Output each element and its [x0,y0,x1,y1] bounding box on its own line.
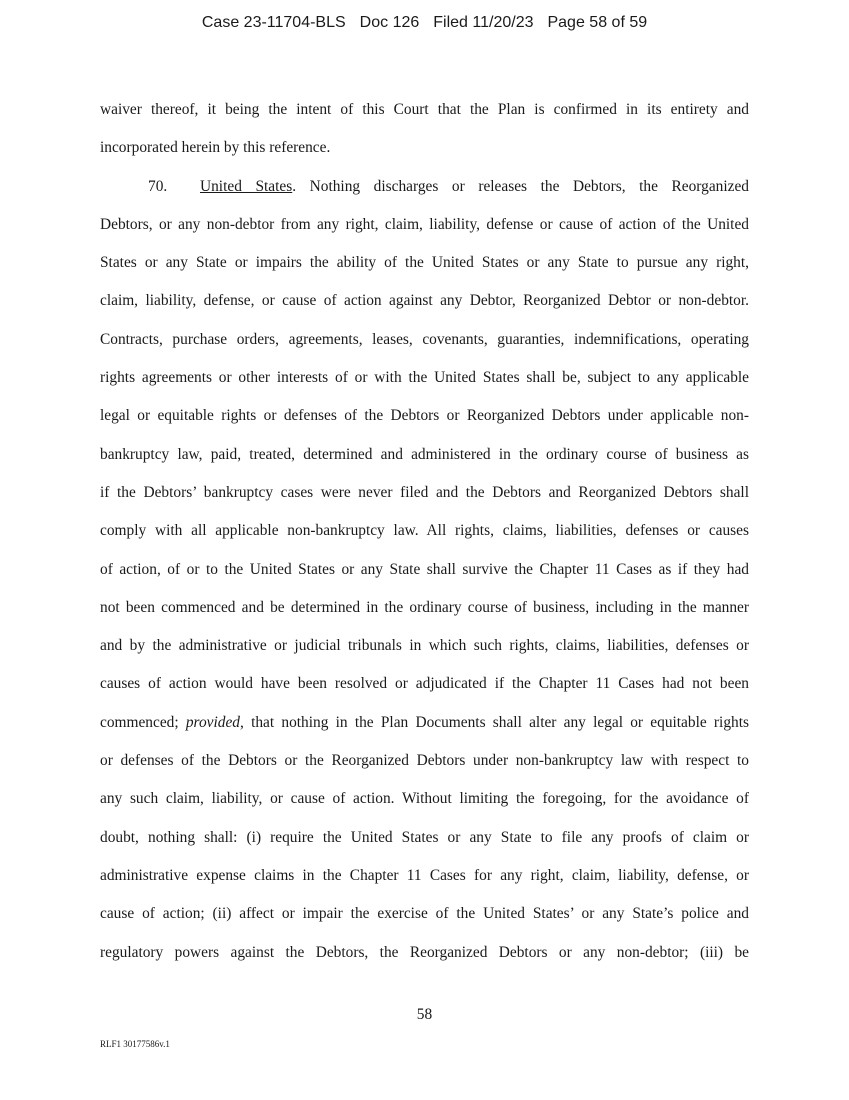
text-line: commenced; provided, that nothing in the Plan Documents shall alter any legal or equitable rights [100,713,749,731]
text-line: legal or equitable rights or defenses of the Debtors or Reorganized Debtors under applicable non- [100,407,749,425]
text-line: or defenses of the Debtors or the Reorganized Debtors under non-bankruptcy law with respect to [100,752,749,770]
text-line: regulatory powers against the Debtors, the Reorganized Debtors or any non-debtor; (iii) be [100,943,749,961]
text-line: rights agreements or other interests of or with the United States shall be, subject to any applicable [100,369,749,387]
text-line: Contracts, purchase orders, agreements, leases, covenants, guaranties, indemnifications, operating [100,330,749,348]
case-number: Case 23-11704-BLS [201,14,346,31]
text-line: waiver thereof, it being the intent of this Court that the Plan is confirmed in its entirety and [100,101,749,118]
paragraph-70-first-line: 70. United States. Nothing discharges or releases the Debtors, the Reorganized [100,175,749,213]
text-line: incorporated herein by this reference. [100,139,331,157]
document-id: RLF1 30177586v.1 [100,1039,170,1049]
text-line: doubt, nothing shall: (i) require the United States or any State to file any proofs of claim or [100,828,749,846]
text-line: bankruptcy law, paid, treated, determined and administered in the ordinary course of business as [100,445,749,463]
text-line: States or any State or impairs the ability of the United States or any State to pursue any right, [100,254,749,272]
doc-number: Doc 126 [359,14,420,31]
text-line: and by the administrative or judicial tribunals in which such rights, claims, liabilities, defenses or [100,637,749,655]
italic-provided: provided [185,713,240,731]
text-line: comply with all applicable non-bankruptcy law. All rights, claims, liabilities, defenses or causes [100,522,749,540]
text-line: not been commenced and be determined in the ordinary course of business, including in the manner [100,598,749,616]
text-line: if the Debtors’ bankruptcy cases were never filed and the Debtors and Reorganized Debtors shall [100,483,749,501]
text-line: Debtors, or any non-debtor from any right, claim, liability, defense or cause of action of the United [100,215,749,233]
text-line: causes of action would have been resolved or adjudicated if the Chapter 11 Cases had not been [100,675,749,693]
page-count: Page 58 of 59 [547,14,648,31]
text-line: of action, of or to the United States or any State shall survive the Chapter 11 Cases as if they had [100,560,749,578]
body-text [100,98,749,979]
text-line: administrative expense claims in the Chapter 11 Cases for any right, claim, liability, defense, or [100,866,749,884]
text-line: cause of action; (ii) affect or impair the exercise of the United States’ or any State’s police and [100,905,749,923]
page-number: 58 [416,1006,433,1023]
paragraph-number: 70. [148,177,168,195]
text-line: any such claim, liability, or cause of action. Without limiting the foregoing, for the avoidance of [100,790,749,808]
paragraph-heading: United States [200,177,293,195]
text-line: claim, liability, defense, or cause of action against any Debtor, Reorganized Debtor or non-debtor. [100,292,749,310]
case-header [0,14,849,32]
filed-date: Filed 11/20/23 [433,14,534,31]
